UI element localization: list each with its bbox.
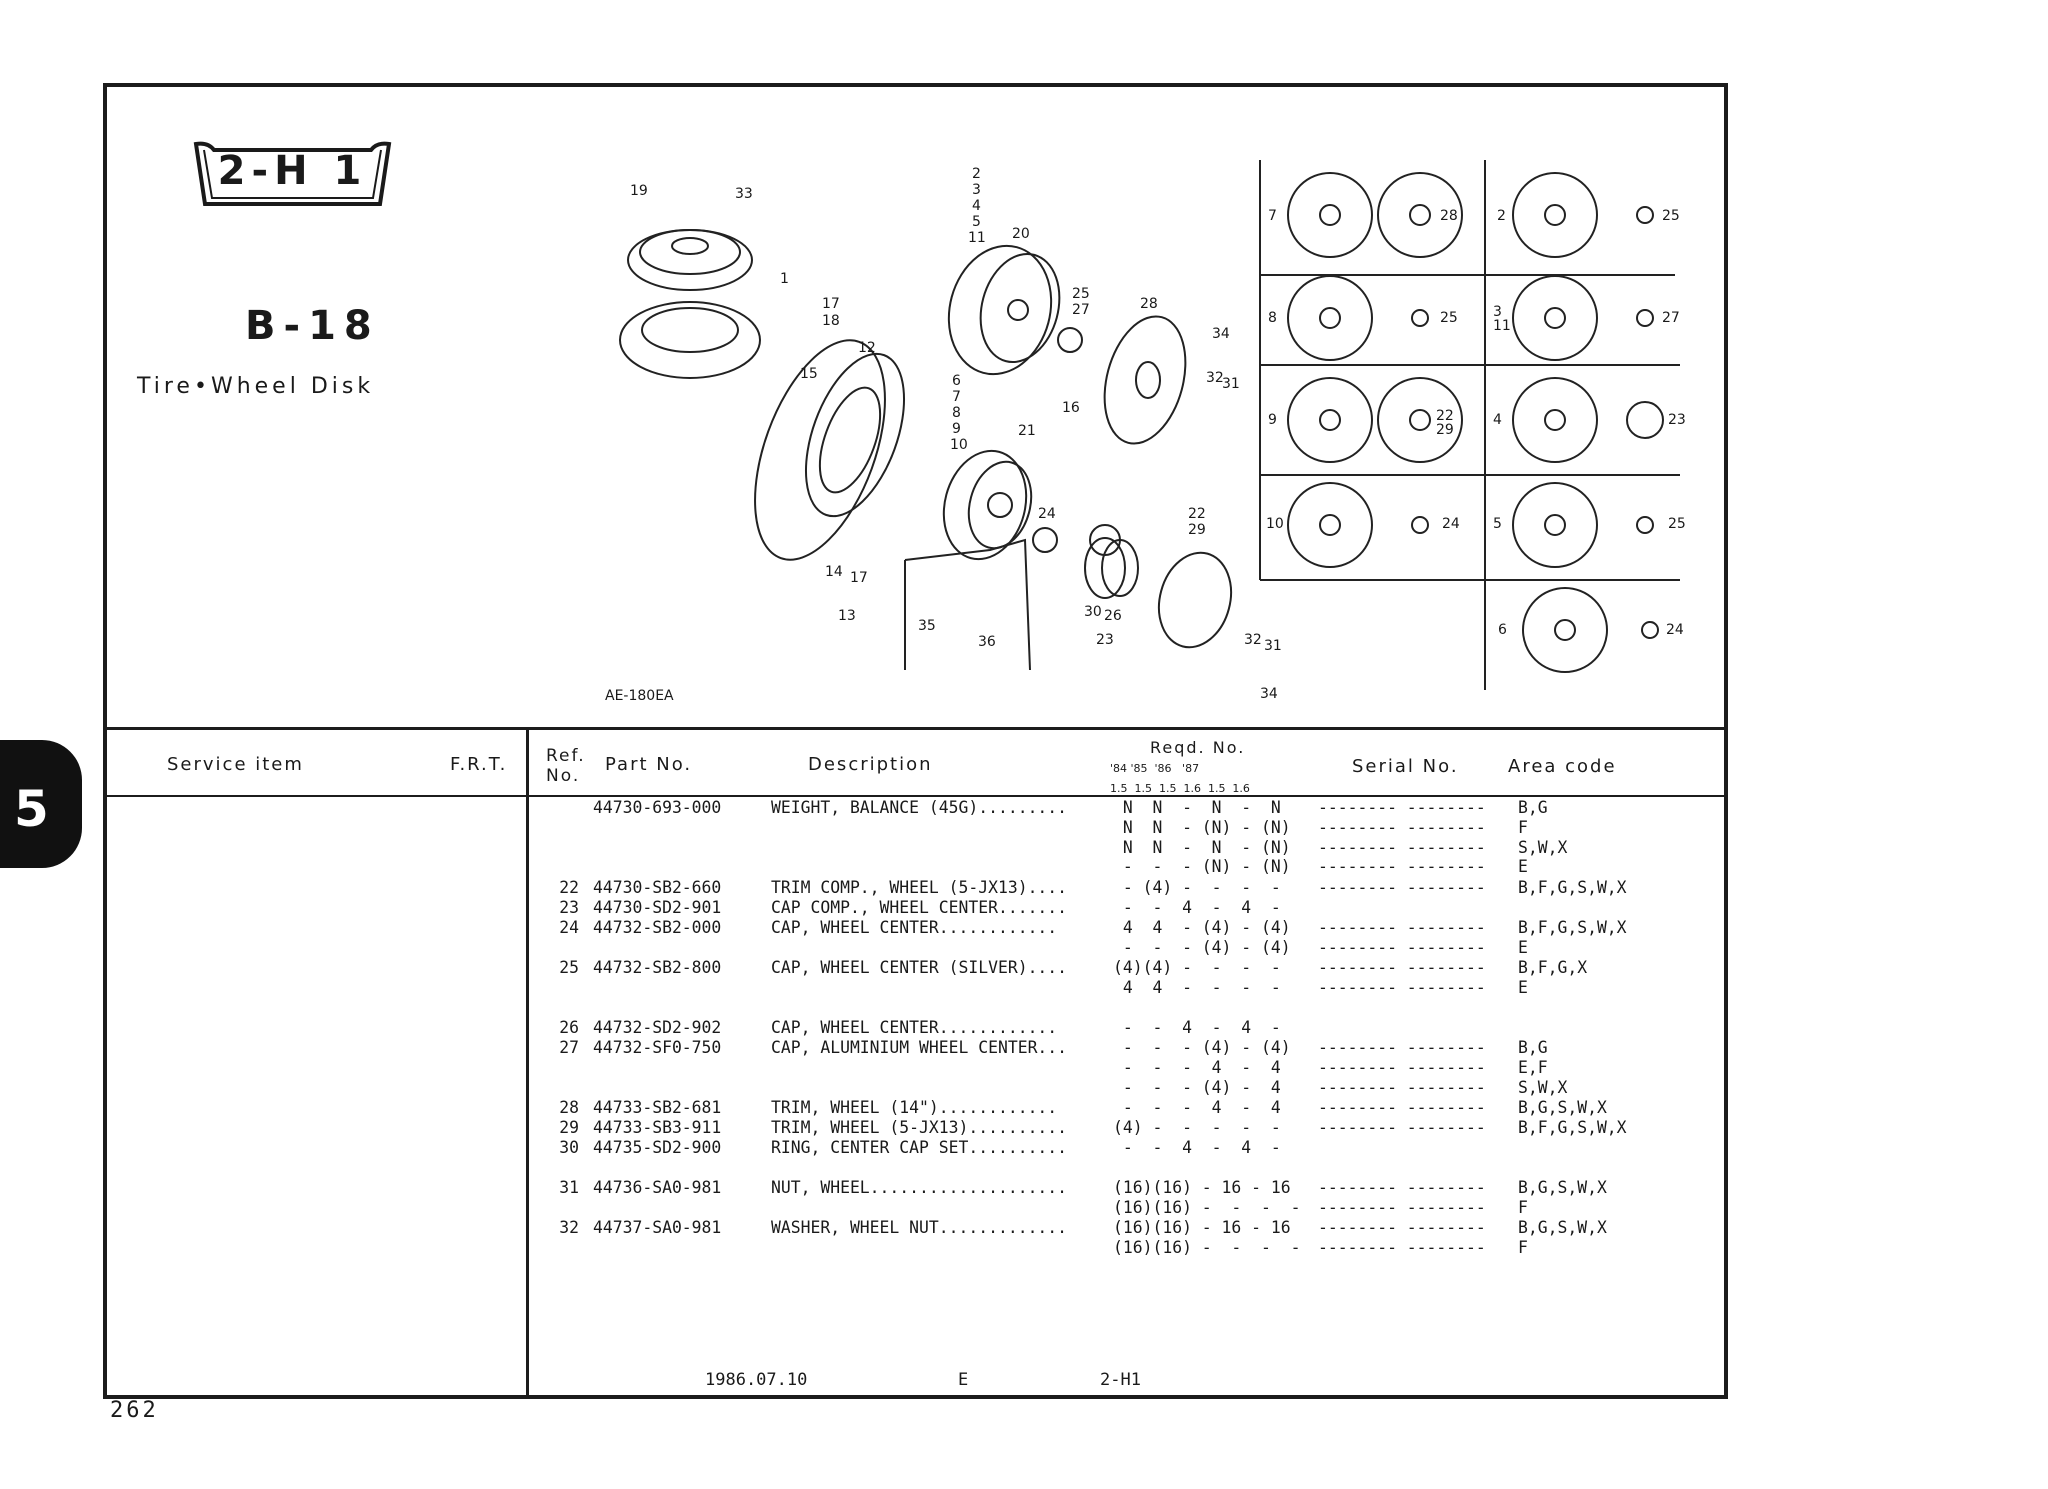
reqd-no-cell: - - - (4) - (4) [1113,1038,1291,1057]
reqd-no-cell: - - 4 - 4 - [1113,1138,1281,1157]
part-no-cell: 44736-SA0-981 [593,1178,722,1197]
callout-label: 32 [1244,632,1262,648]
ref-no-cell: 25 [559,958,579,977]
callout-label: 12 [858,340,876,356]
area-code-cell: B,G,S,W,X [1518,1218,1607,1237]
reqd-no-cell: - - - (4) - 4 [1113,1078,1281,1097]
callout-label: 32 [1206,370,1224,386]
callout-label: 17 [822,296,840,312]
callout-label: 18 [822,313,840,329]
grid-callout-label: 2 [1497,208,1506,224]
figure-id: AE-180EA [605,688,674,704]
ref-no-cell: 27 [559,1038,579,1057]
reqd-no-cell: (16)(16) - - - - [1113,1238,1301,1257]
area-code-cell: E [1518,938,1528,957]
ref-no-cell: 28 [559,1098,579,1117]
serial-no-cell: -------- -------- [1318,958,1486,977]
ref-no-cell: 29 [559,1118,579,1137]
ref-no-cell: 26 [559,1018,579,1037]
description-cell: CAP, WHEEL CENTER (SILVER).... [771,958,1068,977]
footer-section: 2-H1 [1100,1370,1141,1390]
page-number: 262 [110,1398,159,1423]
reqd-no-cell: 4 4 - (4) - (4) [1113,918,1291,937]
grid-callout-label: 10 [1266,516,1284,532]
description-cell: CAP, WHEEL CENTER............ [771,918,1058,937]
description-cell: WEIGHT, BALANCE (45G)......... [771,798,1068,817]
ref-no-cell: 24 [559,918,579,937]
callout-label: 1 [780,271,789,287]
callout-label: 25 [1072,286,1090,302]
ref-no-cell: 23 [559,898,579,917]
description-cell: CAP, WHEEL CENTER............ [771,1018,1058,1037]
callout-label: 29 [1188,522,1206,538]
serial-no-cell: -------- -------- [1318,1118,1486,1137]
reqd-no-cell: N N - (N) - (N) [1113,818,1291,837]
area-code-cell: B,G [1518,798,1548,817]
part-no-cell: 44732-SB2-800 [593,958,722,977]
callout-label: 26 [1104,608,1122,624]
callout-label: 11 [968,230,986,246]
grid-callout-label: 28 [1440,208,1458,224]
description-cell: TRIM, WHEEL (5-JX13).......... [771,1118,1068,1137]
section-badge [190,138,395,210]
reqd-no-cell: - - - 4 - 4 [1113,1058,1281,1077]
description-cell: TRIM COMP., WHEEL (5-JX13).... [771,878,1068,897]
grid-callout-label: 25 [1440,310,1458,326]
callout-label: 31 [1264,638,1282,654]
area-code-cell: F [1518,818,1528,837]
reqd-no-cell: (16)(16) - 16 - 16 [1113,1218,1291,1237]
callout-label: 34 [1260,686,1278,702]
table-header-rule [103,795,1728,797]
callout-label: 24 [1038,506,1056,522]
part-no-cell: 44732-SF0-750 [593,1038,722,1057]
area-code-cell: B,G,S,W,X [1518,1098,1607,1117]
callout-label: 15 [800,366,818,382]
section-tab-number: 5 [14,780,49,838]
callout-label: 23 [1096,632,1114,648]
serial-no-cell: -------- -------- [1318,1078,1486,1097]
serial-no-cell: -------- -------- [1318,938,1486,957]
callout-label: 20 [1012,226,1030,242]
reqd-no-cell: (16)(16) - 16 - 16 [1113,1178,1291,1197]
grid-callout-label: 9 [1268,412,1277,428]
area-code-cell: B,G [1518,1038,1548,1057]
reqd-no-cell: - - - (4) - (4) [1113,938,1291,957]
serial-no-cell: -------- -------- [1318,798,1486,817]
description-cell: TRIM, WHEEL (14")............ [771,1098,1058,1117]
part-no-cell: 44733-SB3-911 [593,1118,722,1137]
callout-label: 13 [838,608,856,624]
serial-no-cell: -------- -------- [1318,978,1486,997]
serial-no-cell: -------- -------- [1318,1238,1486,1257]
grid-callout-label: 25 [1662,208,1680,224]
callout-label: 33 [735,186,753,202]
part-no-cell: 44730-SD2-901 [593,898,722,917]
col-years: '84 '85 '86 '87 [1110,762,1200,775]
grid-callout-label: 5 [1493,516,1502,532]
footer-edition: E [958,1370,969,1390]
callout-label: 21 [1018,423,1036,439]
callout-label: 17 [850,570,868,586]
area-code-cell: B,G,S,W,X [1518,1178,1607,1197]
reqd-no-cell: N N - N - (N) [1113,838,1291,857]
serial-no-cell: -------- -------- [1318,1198,1486,1217]
reqd-no-cell: N N - N - N [1113,798,1281,817]
grid-callout-label: 29 [1436,422,1454,438]
parts-diagram [600,150,1690,710]
grid-callout-label: 24 [1442,516,1460,532]
ref-no-cell: 32 [559,1218,579,1237]
part-no-cell: 44735-SD2-900 [593,1138,722,1157]
area-code-cell: F [1518,1238,1528,1257]
grid-callout-label: 25 [1668,516,1686,532]
reqd-no-cell: - - - 4 - 4 [1113,1098,1281,1117]
callout-label: 27 [1072,302,1090,318]
grid-callout-label: 3 [1493,304,1502,320]
serial-no-cell: -------- -------- [1318,818,1486,837]
serial-no-cell: -------- -------- [1318,857,1486,876]
callout-label: 10 [950,437,968,453]
area-code-cell: B,F,G,S,W,X [1518,1118,1627,1137]
ref-no-cell: 30 [559,1138,579,1157]
grid-callout-label: 23 [1668,412,1686,428]
col-engines: 1.5 1.5 1.5 1.6 1.5 1.6 [1110,782,1250,795]
col-serial-no: Serial No. [1352,756,1459,777]
reqd-no-cell: (4)(4) - - - - [1113,958,1281,977]
reqd-no-cell: 4 4 - - - - [1113,978,1281,997]
callout-label: 28 [1140,296,1158,312]
grid-callout-label: 7 [1268,208,1277,224]
serial-no-cell: -------- -------- [1318,918,1486,937]
area-code-cell: S,W,X [1518,1078,1568,1097]
area-code-cell: E [1518,857,1528,876]
grid-callout-label: 24 [1666,622,1684,638]
reqd-no-cell: (4) - - - - - [1113,1118,1281,1137]
callout-label: 6 [952,373,961,389]
description-cell: RING, CENTER CAP SET.......... [771,1138,1068,1157]
part-no-cell: 44732-SB2-000 [593,918,722,937]
table-top-rule [103,727,1728,730]
grid-callout-label: 22 [1436,408,1454,424]
callout-label: 5 [972,214,981,230]
area-code-cell: F [1518,1198,1528,1217]
callout-label: 30 [1084,604,1102,620]
serial-no-cell: -------- -------- [1318,1098,1486,1117]
reqd-no-cell: - - 4 - 4 - [1113,1018,1281,1037]
description-cell: CAP COMP., WHEEL CENTER....... [771,898,1068,917]
page-code: B-18 [245,303,380,349]
grid-callout-label: 27 [1662,310,1680,326]
callout-label: 34 [1212,326,1230,342]
serial-no-cell: -------- -------- [1318,1058,1486,1077]
area-code-cell: B,F,G,S,W,X [1518,878,1627,897]
area-code-cell: B,F,G,S,W,X [1518,918,1627,937]
reqd-no-cell: - - - (N) - (N) [1113,857,1291,876]
serial-no-cell: -------- -------- [1318,1038,1486,1057]
callout-label: 22 [1188,506,1206,522]
area-code-cell: E [1518,978,1528,997]
area-code-cell: E,F [1518,1058,1548,1077]
col-service-item: Service item [167,754,304,775]
callout-label: 7 [952,389,961,405]
reqd-no-cell: (16)(16) - - - - [1113,1198,1301,1217]
reqd-no-cell: - (4) - - - - [1113,878,1281,897]
col-part-no: Part No. [605,754,693,775]
grid-callout-label: 8 [1268,310,1277,326]
callout-label: 31 [1222,376,1240,392]
description-cell: WASHER, WHEEL NUT............. [771,1218,1068,1237]
callout-label: 16 [1062,400,1080,416]
callout-label: 35 [918,618,936,634]
callout-label: 3 [972,182,981,198]
area-code-cell: S,W,X [1518,838,1568,857]
part-no-cell: 44730-SB2-660 [593,878,722,897]
callout-label: 2 [972,166,981,182]
part-no-cell: 44730-693-000 [593,798,722,817]
col-description: Description [808,754,933,775]
grid-callout-label: 11 [1493,318,1511,334]
serial-no-cell: -------- -------- [1318,1178,1486,1197]
grid-callout-label: 6 [1498,622,1507,638]
serial-no-cell: -------- -------- [1318,878,1486,897]
badge-text: 2-H 1 [217,148,368,194]
callout-label: 36 [978,634,996,650]
column-divider [526,727,529,1399]
page-title: Tire•Wheel Disk [137,374,375,399]
callout-label: 4 [972,198,981,214]
reqd-no-cell: - - 4 - 4 - [1113,898,1281,917]
description-cell: NUT, WHEEL.................... [771,1178,1068,1197]
ref-no-cell: 22 [559,878,579,897]
serial-no-cell: -------- -------- [1318,1218,1486,1237]
callout-label: 14 [825,564,843,580]
callout-label: 19 [630,183,648,199]
part-no-cell: 44732-SD2-902 [593,1018,722,1037]
ref-no-cell: 31 [559,1178,579,1197]
area-code-cell: B,F,G,X [1518,958,1588,977]
col-ref-no: Ref. No. [546,746,586,786]
description-cell: CAP, ALUMINIUM WHEEL CENTER... [771,1038,1068,1057]
callout-label: 8 [952,405,961,421]
col-frt: F.R.T. [450,754,508,775]
part-no-cell: 44733-SB2-681 [593,1098,722,1117]
col-reqd-no: Reqd. No. [1150,738,1246,757]
callout-label: 9 [952,421,961,437]
part-no-cell: 44737-SA0-981 [593,1218,722,1237]
footer-date: 1986.07.10 [705,1370,808,1390]
serial-no-cell: -------- -------- [1318,838,1486,857]
grid-callout-label: 4 [1493,412,1502,428]
col-area-code: Area code [1508,756,1617,777]
